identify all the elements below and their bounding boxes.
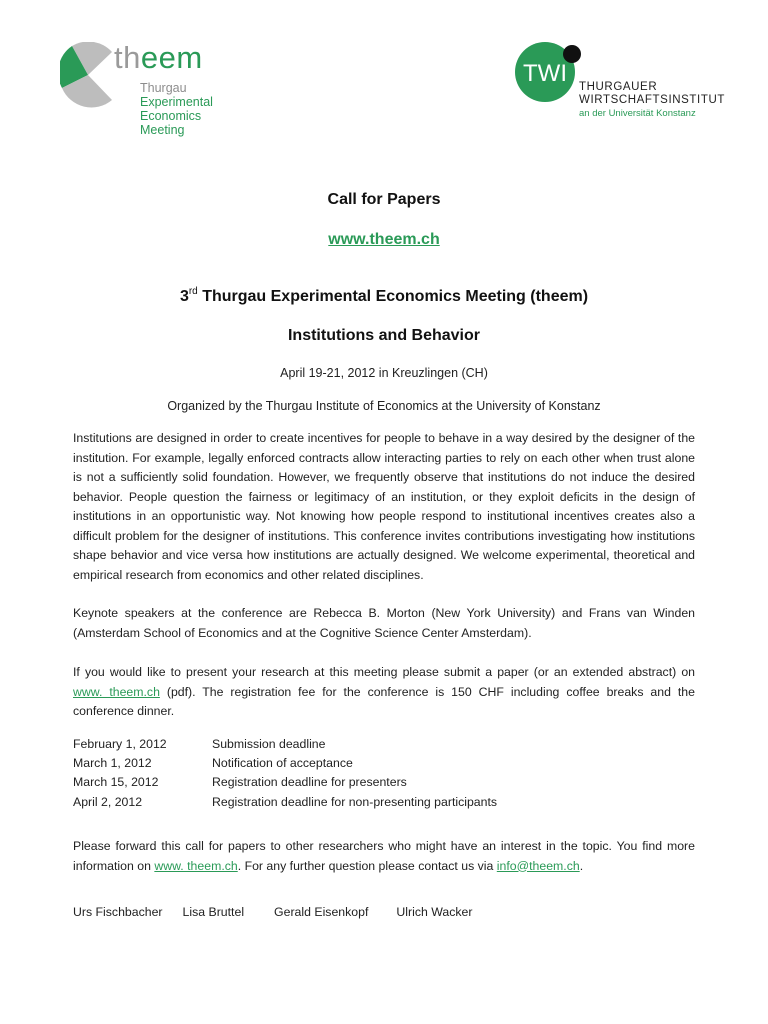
deadline-label: Registration deadline for non-presenting participants	[212, 794, 498, 809]
deadline-date: March 15, 2012	[73, 775, 159, 790]
submission-paragraph: If you would like to present your research at this meeting please submit a paper (or an extended abstract) on www. theem.ch (pdf). The registration fee for the conference is 150 CHF including coffee breaks and the conference dinner.	[73, 665, 695, 718]
twi-line-2: WIRTSCHAFTSINSTITUT	[579, 94, 725, 106]
deadline-row	[73, 793, 497, 812]
deadline-date: March 1, 2012	[73, 756, 152, 771]
deadline-date: April 2, 2012	[73, 794, 143, 809]
twi-line-3: an der Universität Konstanz	[579, 108, 696, 119]
intro-paragraph: Institutions are designed in order to create incentives for people to behave in a way desired by the designer of the institution. For example, legally enforced contracts allow interacting parties to rely on each other when trust alone is not a sufficiently solid foundation. However, we frequently observe that institutions do not induce the desired behavior. People question the fairness or legitimacy of an institution, or they exploit deficits in the design of institutions in an opportunistic way. Not knowing how people respond to institutional incentives creates also a difficult problem for the designer of institutions. This conference invites contributions investigating how institutions shape behavior and vice versa how institutions are actually designed. We welcome experimental, theoretical and empirical research from economics and other related disciplines.	[73, 431, 695, 582]
submission-link[interactable]: www. theem.ch	[73, 684, 160, 699]
twi-logo-icon	[514, 40, 584, 106]
theem-logo	[60, 40, 230, 140]
organizer-names	[73, 905, 492, 919]
svg-text:TWI: TWI	[523, 60, 567, 87]
deadline-row	[73, 735, 497, 754]
deadline-list	[73, 735, 497, 812]
organizer-name: Ulrich Wacker	[396, 905, 473, 919]
meeting-title: 3rd Thurgau Experimental Economics Meeting (theem)	[179, 286, 589, 305]
date-and-place: April 19-21, 2012 in Kreuzlingen (CH)	[280, 366, 488, 380]
keynote-paragraph: Keynote speakers at the conference are Rebecca B. Morton (New York University) and Frans van Winden (Amsterdam School of Economics and at the Cognitive Science Center Amsterdam).	[73, 606, 695, 640]
twi-line-1: THURGAUER	[579, 81, 658, 93]
deadline-label: Notification of acceptance	[212, 756, 353, 771]
organizer-name: Lisa Bruttel	[182, 905, 245, 919]
deadline-label: Submission deadline	[212, 737, 326, 751]
deadline-row	[73, 754, 497, 773]
deadline-date: February 1, 2012	[73, 737, 167, 751]
call-for-papers-title: Call for Papers	[327, 191, 441, 208]
deadline-row	[73, 773, 497, 792]
conference-topic: Institutions and Behavior	[287, 327, 480, 344]
theem-logo-icon	[60, 42, 116, 108]
theem-subtitle: Thurgau Experimental Economics Meeting	[140, 81, 213, 137]
organizer-line: Organized by the Thurgau Institute of Economics at the University of Konstanz	[167, 399, 601, 413]
organizer-name: Gerald Eisenkopf	[274, 905, 369, 919]
website-link[interactable]: www.theem.ch	[328, 231, 440, 248]
theem-wordmark: theem	[114, 40, 203, 75]
contact-email-link[interactable]: info@theem.ch	[496, 858, 580, 873]
twi-logo	[514, 40, 729, 125]
organizer-name: Urs Fischbacher	[73, 905, 163, 919]
info-website-link[interactable]: www. theem.ch	[154, 858, 238, 873]
deadline-label: Registration deadline for presenters	[212, 775, 407, 790]
closing-paragraph: Please forward this call for papers to other researchers who might have an interest in the topic. You find more information on www. theem.ch. For any further question please contact us via info@theem.ch.	[73, 839, 695, 873]
